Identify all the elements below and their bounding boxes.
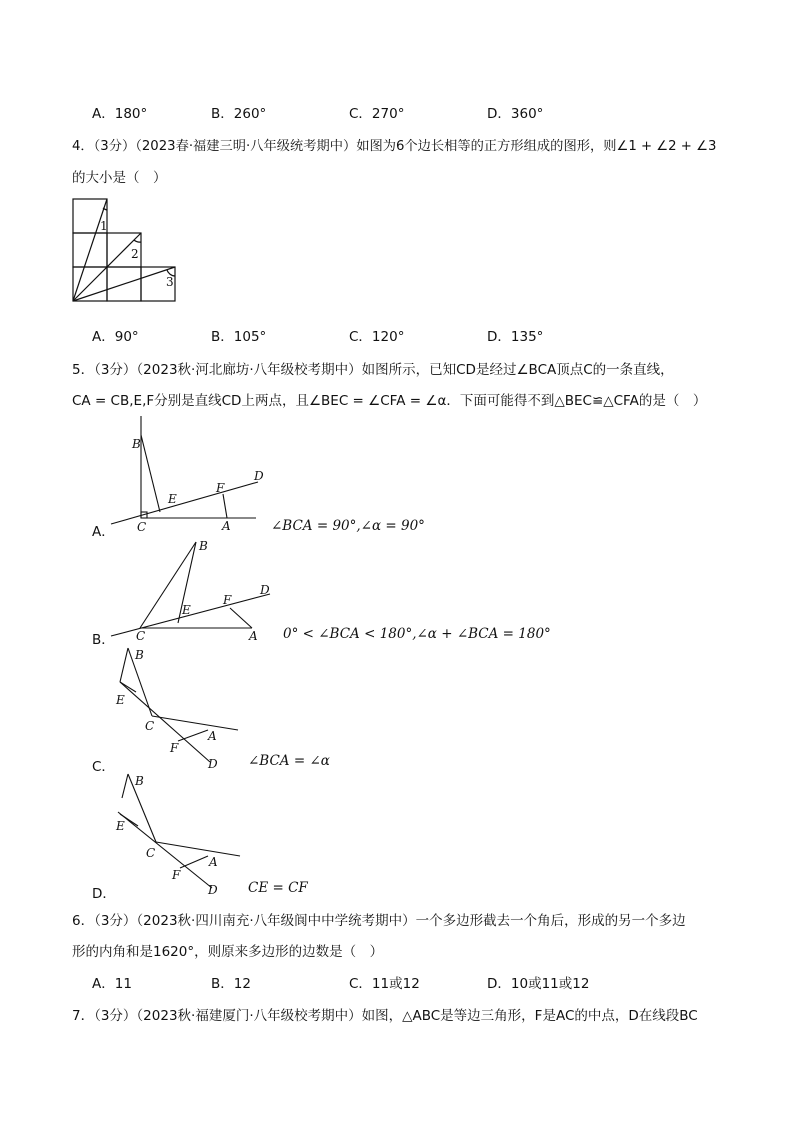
fig-b-label-d: D <box>260 583 270 597</box>
fig-c-label-e: E <box>116 693 125 707</box>
q5-option-a-label: A． <box>92 524 115 540</box>
fig-a-label-b: B <box>132 437 141 451</box>
q5-option-b-label: B． <box>92 632 115 648</box>
fig-b-label-a: A <box>249 629 258 643</box>
q5-figure-d <box>108 770 248 898</box>
fig-b-label-b: B <box>199 539 208 553</box>
q5-figure-a <box>108 412 270 534</box>
q5-option-d-condition: CE = CF <box>248 880 308 896</box>
q4-squares-figure <box>70 196 182 306</box>
q4-stem-line1: 4．（3分）（2023春·福建三明·八年级统考期中）如图为6个边长相等的正方形组成的图形，则∠1 + ∠2 + ∠3 <box>72 139 717 154</box>
fig-c-label-f: F <box>170 741 179 755</box>
q5-stem-line1: 5．（3分）（2023秋·河北廊坊·八年级校考期中）如图所示，已知CD是经过∠BCA顶点C的一条直线， <box>72 362 674 378</box>
fig-a-label-a: A <box>222 519 231 533</box>
q4-option-d: D．135° <box>487 329 544 345</box>
fig-b-label-c: C <box>136 629 146 643</box>
q7-stem-line1: 7．（3分）（2023秋·福建厦门·八年级校考期中）如图，△ABC是等边三角形，F是AC的中点，D在线段BC <box>72 1008 698 1024</box>
fig-a-label-e: E <box>168 492 177 506</box>
fig-c-label-d: D <box>208 757 218 771</box>
q6-option-b: B．12 <box>211 976 251 992</box>
q5-figure-c <box>108 644 248 772</box>
q3-option-c: C．270° <box>349 106 405 122</box>
q5-option-a-condition: ∠BCA = 90°,∠α = 90° <box>271 518 425 534</box>
q4-option-c: C．120° <box>349 329 405 345</box>
q6-stem-line1: 6．（3分）（2023秋·四川南充·八年级阆中中学统考期中）一个多边形截去一个角后，形成的另一个多边 <box>72 913 686 929</box>
angle-label-2: 2 <box>131 247 139 261</box>
fig-a-label-f: F <box>216 481 225 495</box>
q5-option-b-condition: 0° < ∠BCA < 180°,∠α + ∠BCA = 180° <box>283 626 551 642</box>
fig-b-label-e: E <box>182 603 191 617</box>
q6-option-a: A．11 <box>92 976 132 992</box>
fig-d-label-b: B <box>135 774 144 788</box>
q3-option-b: B．260° <box>211 106 267 122</box>
q5-figure-b <box>108 536 276 644</box>
angle-label-1: 1 <box>100 219 108 233</box>
q4-option-a: A．90° <box>92 329 139 345</box>
fig-d-label-a: A <box>209 855 218 869</box>
q5-option-c-condition: ∠BCA = ∠α <box>248 753 330 769</box>
fig-d-label-e: E <box>116 819 125 833</box>
q6-option-c: C．11或12 <box>349 976 420 992</box>
fig-b-label-f: F <box>223 593 232 607</box>
q5-option-c-label: C． <box>92 759 115 775</box>
fig-a-label-d: D <box>254 469 264 483</box>
fig-d-label-c: C <box>146 846 156 860</box>
q4-option-b: B．105° <box>211 329 267 345</box>
fig-d-label-d: D <box>208 883 218 897</box>
q3-option-d: D．360° <box>487 106 544 122</box>
q5-stem-line2: CA = CB,E,F分别是直线CD上两点，且∠BEC = ∠CFA = ∠α．下面可能得不到△BEC≌△CFA的是（ ） <box>72 393 707 409</box>
q4-stem-line2: 的大小是（ ） <box>72 170 167 186</box>
q5-option-d-label: D． <box>92 886 116 902</box>
angle-label-3: 3 <box>166 275 174 289</box>
q6-stem-line2: 形的内角和是1620°，则原来多边形的边数是（ ） <box>72 944 384 960</box>
fig-a-label-c: C <box>137 520 147 534</box>
fig-d-label-f: F <box>172 868 181 882</box>
q3-option-a: A．180° <box>92 106 148 122</box>
q6-option-d: D．10或11或12 <box>487 976 590 992</box>
fig-c-label-a: A <box>208 729 217 743</box>
fig-c-label-c: C <box>145 719 155 733</box>
fig-c-label-b: B <box>135 648 144 662</box>
